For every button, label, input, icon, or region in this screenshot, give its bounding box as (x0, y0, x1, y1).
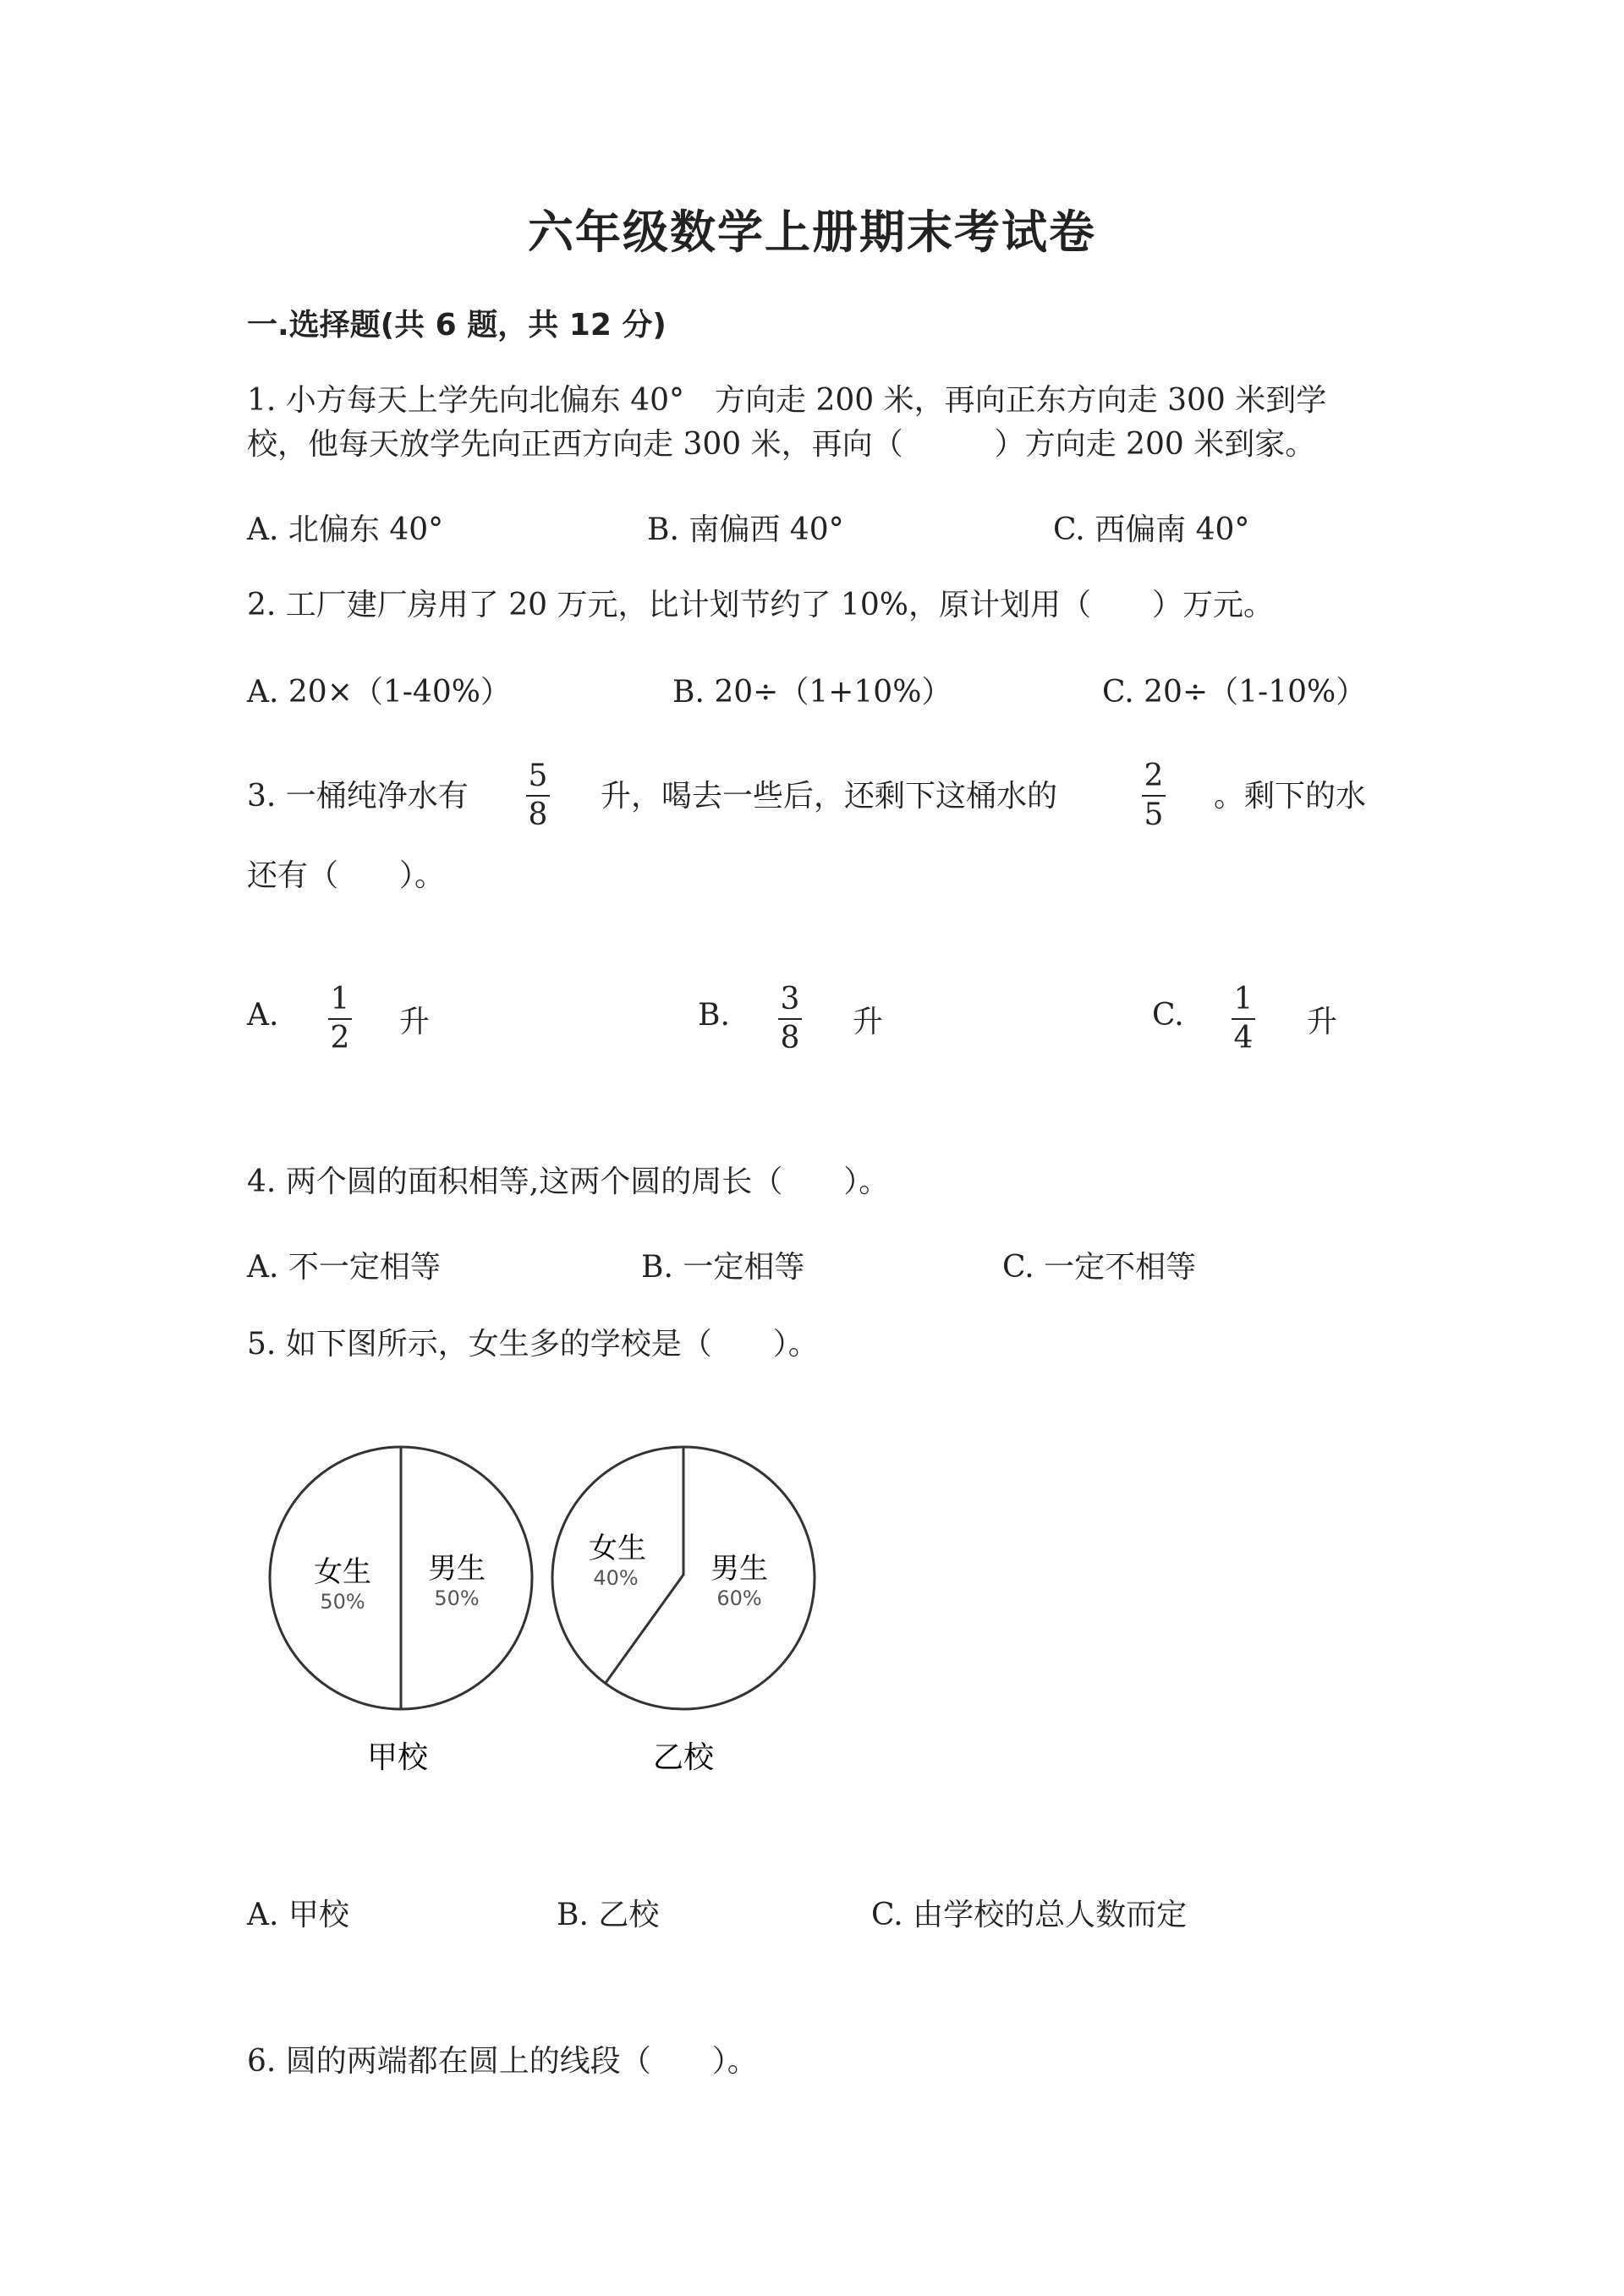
fraction-denominator: 8 (780, 1021, 800, 1055)
fraction-numerator: 3 (780, 982, 800, 1016)
pie-yi-slice-1-value: 60% (716, 1586, 762, 1610)
q5-option-a: A. 甲校 (247, 1898, 349, 1932)
q3-option-c-fraction (1232, 983, 1255, 1055)
question-3-part-2: 升，喝去一些后，还剩下这桶水的 (601, 779, 1058, 814)
fraction-denominator: 4 (1233, 1021, 1254, 1055)
question-3-part-1: 3. 一桶纯净水有 (247, 779, 469, 814)
q4-option-b: B. 一定相等 (641, 1250, 805, 1285)
fraction-bar (328, 1018, 352, 1020)
q1-option-b: B. 南偏西 40° (647, 512, 844, 547)
q3-fraction-2 (1142, 759, 1166, 832)
fraction-numerator: 1 (330, 982, 350, 1016)
q3-option-a-fraction (328, 983, 352, 1055)
q1-option-c: C. 西偏南 40° (1053, 512, 1250, 547)
question-2: 2. 工厂建厂房用了 20 万元，比计划节约了 10%，原计划用（ ）万元。 (247, 588, 1274, 622)
q3-option-a-letter: A. (247, 998, 279, 1033)
pie-jia-slice-1-label: 男生 (428, 1552, 486, 1586)
pie-jia-slice-0-label: 女生 (314, 1555, 371, 1589)
q5-option-b: B. 乙校 (557, 1898, 660, 1932)
q3-option-c-unit: 升 (1307, 1005, 1338, 1039)
pie-jia-slice-1-value: 50% (434, 1586, 480, 1610)
question-4: 4. 两个圆的面积相等,这两个圆的周长（ ）。 (247, 1164, 890, 1199)
q3-option-a-unit: 升 (399, 1005, 431, 1039)
pie-yi-slice-0-value: 40% (593, 1566, 639, 1590)
q3-option-b-letter: B. (698, 998, 730, 1033)
q3-option-b-fraction (778, 983, 802, 1055)
fraction-denominator: 2 (330, 1021, 350, 1055)
section-heading: 一.选择题(共 6 题，共 12 分) (247, 308, 667, 342)
question-6: 6. 圆的两端都在圆上的线段（ ）。 (247, 2044, 758, 2079)
fraction-numerator: 2 (1144, 759, 1164, 793)
q5-option-c: C. 由学校的总人数而定 (871, 1898, 1188, 1932)
q3-fraction-1 (526, 759, 550, 832)
q2-option-a: A. 20×（1-40%） (247, 675, 511, 710)
q3-option-c-letter: C. (1152, 998, 1184, 1033)
question-1-line-2: 校，他每天放学先向正西方向走 300 米，再向（ ）方向走 200 米到家。 (247, 427, 1316, 462)
question-5: 5. 如下图所示，女生多的学校是（ ）。 (247, 1327, 819, 1362)
pie-jia-slice-0-value: 50% (320, 1590, 365, 1614)
fraction-denominator: 8 (528, 797, 548, 832)
pie-yi-slice-1-label: 男生 (710, 1552, 768, 1586)
question-1-line-1: 1. 小方每天上学先向北偏东 40° 方向走 200 米，再向正东方向走 300 米到学 (247, 383, 1327, 418)
fraction-bar (1142, 795, 1166, 797)
pie-chart-jia (270, 1447, 532, 1775)
fraction-numerator: 5 (528, 759, 548, 793)
fraction-bar (778, 1018, 802, 1020)
pie-chart-yi (552, 1447, 815, 1775)
pie-jia-title: 甲校 (366, 1740, 429, 1775)
question-3-line-2: 还有（ ）。 (247, 858, 446, 893)
fraction-numerator: 1 (1233, 982, 1254, 1016)
pie-yi-title: 乙校 (652, 1740, 715, 1775)
q1-option-a: A. 北偏东 40° (247, 512, 444, 547)
q2-option-c: C. 20÷（1-10%） (1102, 675, 1367, 710)
pie-yi-slice-0-label: 女生 (589, 1532, 646, 1565)
q3-option-b-unit: 升 (853, 1005, 884, 1039)
fraction-bar (1232, 1018, 1255, 1020)
q2-option-b: B. 20÷（1+10%） (672, 675, 952, 710)
fraction-bar (526, 795, 550, 797)
q4-option-a: A. 不一定相等 (247, 1250, 441, 1285)
fraction-denominator: 5 (1144, 797, 1164, 832)
q4-option-c: C. 一定不相等 (1002, 1250, 1197, 1285)
pie-charts (254, 1429, 863, 1801)
question-3-part-3: 。剩下的水 (1214, 779, 1367, 814)
page-title: 六年级数学上册期末考试卷 (528, 205, 1096, 259)
